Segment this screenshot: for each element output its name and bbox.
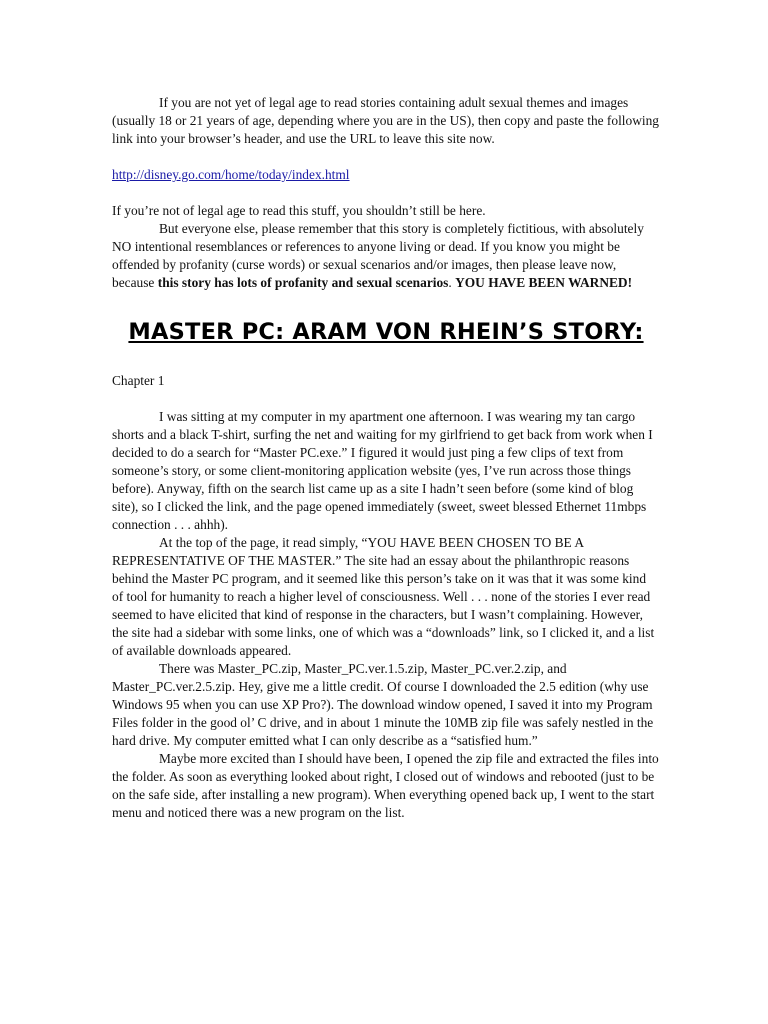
spacer	[112, 390, 660, 408]
exit-link-line	[112, 166, 660, 184]
story-title: MASTER PC: ARAM VON RHEIN’S STORY:	[128, 319, 644, 345]
story-paragraph-3: There was Master_PC.zip, Master_PC.ver.1.5.zip, Master_PC.ver.2.zip, and Master_PC.ver.2.5.zip. Hey, give me a little credit. Of course I downloaded the 2.5 edition (why use Windows 95 when you can use XP Pro?). The download window opened, I saved it into my Program Files folder in the good ol’ C drive, and in about 1 minute the 10MB zip file was safely nestled in the hard drive. My computer emitted what I can only describe as a “satisfied hum.”	[112, 661, 654, 748]
spacer	[112, 292, 660, 318]
warned-text: YOU HAVE BEEN WARNED!	[455, 275, 633, 290]
legal-age-paragraph: If you’re not of legal age to read this stuff, you shouldn’t still be here.	[112, 203, 486, 218]
spacer	[112, 184, 660, 202]
disclaimer-bold-text: this story has lots of profanity and sexual scenarios	[157, 275, 449, 290]
spacer	[112, 346, 660, 372]
chapter-heading: Chapter 1	[112, 373, 165, 388]
story-paragraph-4: Maybe more excited than I should have been, I opened the zip file and extracted the files into the folder. As soon as everything looked about right, I closed out of windows and rebooted (just to be on the safe side, after installing a new program). When everything opened back up, I went to the start menu and noticed there was a new program on the list.	[112, 751, 659, 820]
disclaimer-text: But everyone else, please remember that this story is completely fictitious, with absolutely NO intentional resemblances or references to anyone living or dead. If you know you might be offended by profanity (curse words) or sexual scenarios and/or images, then please leave now, because	[112, 221, 644, 290]
disclaimer-paragraph	[112, 220, 660, 292]
story-paragraph-2: At the top of the page, it read simply, “YOU HAVE BEEN CHOSEN TO BE A REPRESENTATIVE OF THE MASTER.” The site had an essay about the philanthropic reasons behind the Master PC program, and it seemed like this person’s take on it was that it was some kind of tool for humanity to reach a higher level of consciousness. Well . . . none of the stories I ever read seemed to have elicited that kind of response in the characters, but I wasn’t complaining. However, the site had a sidebar with some links, one of which was a “downloads” link, so I clicked it, and a list of available downloads appeared.	[112, 535, 655, 658]
spacer	[112, 148, 660, 166]
age-warning-paragraph: If you are not yet of legal age to read stories containing adult sexual themes and images (usually 18 or 21 years of age, depending where you are in the US), then copy and paste the following link into your browser’s header, and use the URL to leave this site now.	[112, 95, 660, 146]
document-page	[112, 94, 660, 822]
story-paragraph-1: I was sitting at my computer in my apartment one afternoon. I was wearing my tan cargo shorts and a black T-shirt, surfing the net and waiting for my girlfriend to get back from work when I decided to do a search for “Master PC.exe.” I figured it would just ping a few clips of text from someone’s story, or some client-monitoring application website (yes, I’ve run across those things before). Anyway, fifth on the search list came up as a site I hadn’t seen before (some kind of blog site), so I clicked the link, and the page opened immediately (sweet, sweet blessed Ethernet 11mbps connection . . . ahhh).	[112, 409, 653, 532]
disclaimer-separator: .	[448, 275, 456, 290]
exit-link[interactable]: http://disney.go.com/home/today/index.html	[112, 167, 350, 182]
